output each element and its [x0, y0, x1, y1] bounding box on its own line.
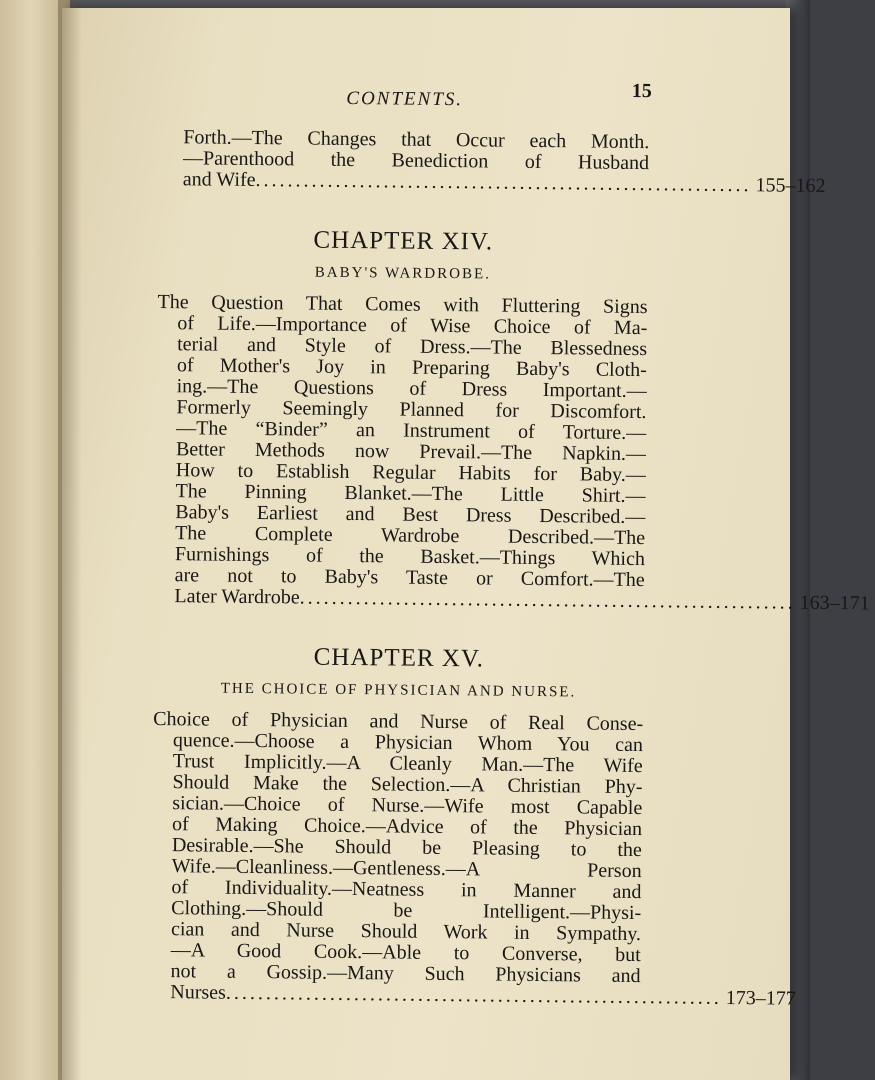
- entry-line: Forth.—The Changes that Occur each Month.: [183, 126, 650, 154]
- page-range: 155–162: [755, 174, 826, 197]
- entry-line: ing.—The Questions of Dress Important.—: [176, 375, 647, 403]
- leader-dots: ..............................................................: [225, 981, 722, 1009]
- page-range: 173–177: [725, 986, 796, 1010]
- book-gutter-shadow: [58, 0, 82, 1080]
- chapter-heading: CHAPTER XV.: [313, 643, 485, 673]
- entry-line: —A Good Cook.—Able to Converse, but: [170, 939, 641, 967]
- entry-line: not a Gossip.—Many Such Physicians and: [170, 960, 641, 988]
- leader-dots: ..............................................................: [299, 586, 796, 614]
- entry-line: The Complete Wardrobe Described.—The: [175, 522, 646, 550]
- entry-line: terial and Style of Dress.—The Blessedness: [177, 333, 648, 361]
- chapter-title: THE CHOICE OF PHYSICIAN AND NURSE.: [220, 680, 577, 701]
- entry-line: Choice of Physician and Nurse of Real Conse-: [153, 707, 644, 736]
- entry-line-text: Nurses: [170, 981, 227, 1004]
- entry-line: Clothing.—Should be Intelligent.—Physi-: [171, 897, 642, 925]
- entry-line: Should Make the Selection.—A Christian Phy-: [172, 771, 643, 799]
- entry-line: Desirable.—She Should be Pleasing to the: [171, 834, 642, 862]
- leader-dots: ..............................................................: [255, 169, 752, 197]
- entry-last-line: [154, 585, 870, 615]
- continuation-entry: [159, 126, 826, 197]
- entry-line: of Mother's Joy in Preparing Baby's Cloth-: [176, 354, 647, 382]
- entry-line: —Parenthood the Benediction of Husband: [182, 147, 650, 175]
- entry-line-text: Later Wardrobe: [174, 585, 300, 609]
- entry-line: Trust Implicitly.—A Cleanly Man.—The Wife: [172, 750, 643, 778]
- running-head: CONTENTS.: [346, 87, 464, 111]
- chapter-title: BABY'S WARDROBE.: [314, 264, 492, 283]
- contents-text-block: [150, 70, 870, 1010]
- entry-line: How to Establish Regular Habits for Baby.—: [175, 459, 646, 487]
- entry-line: of Individuality.—Neatness in Manner and: [171, 876, 642, 904]
- entry-line: of Making Choice.—Advice of the Physician: [171, 813, 643, 841]
- entry-line: Baby's Earliest and Best Dress Described.—: [175, 501, 646, 529]
- entry-line: —The “Binder” an Instrument of Torture.—: [176, 417, 647, 445]
- chapter-heading: CHAPTER XIV.: [313, 226, 494, 256]
- entry-line: sician.—Choice of Nurse.—Wife most Capable: [172, 792, 643, 820]
- chapter-summary: [154, 290, 870, 615]
- entry-line: are not to Baby's Taste or Comfort.—The: [174, 564, 645, 592]
- page-number: 15: [631, 79, 652, 103]
- page-range: 163–171: [799, 591, 870, 615]
- entry-line: The Pinning Blanket.—The Little Shirt.—: [175, 480, 646, 508]
- entry-line: Formerly Seemingly Planned for Discomfort.: [176, 396, 647, 424]
- entry-line: quence.—Choose a Physician Whom You can: [172, 729, 644, 757]
- entry-line: of Life.—Importance of Wise Choice of Ma-: [177, 312, 648, 340]
- entry-line: Wife.—Cleanliness.—Gentleness.—A Person: [171, 855, 642, 883]
- entry-line: Better Methods now Prevail.—The Napkin.—: [175, 438, 647, 466]
- entry-last-line: [182, 168, 826, 197]
- entry-line-text: and Wife: [182, 168, 256, 192]
- entry-line: The Question That Comes with Fluttering Signs: [157, 290, 648, 319]
- entry-line: cian and Nurse Should Work in Sympathy.: [170, 918, 642, 946]
- chapter-summary: [150, 707, 796, 1010]
- entry-line: Furnishings of the Basket.—Things Which: [174, 543, 646, 571]
